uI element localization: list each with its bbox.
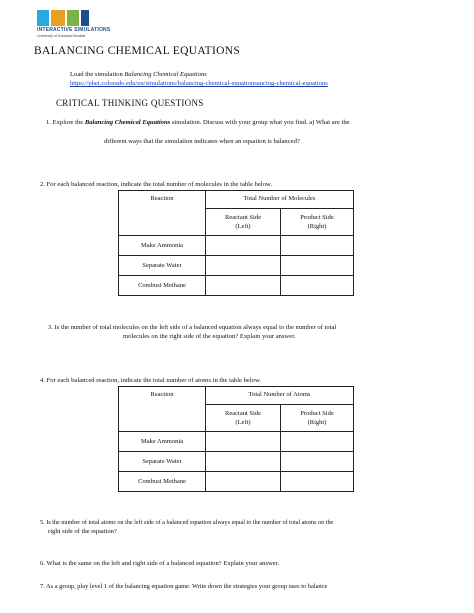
molecules-reactant-side: (Left): [235, 223, 251, 230]
row-label: Combust Methane: [119, 276, 206, 296]
q1-rest: simulation. Discuss with your group what you find. a) What are the: [170, 119, 350, 126]
molecules-table: [118, 190, 354, 296]
logo-subtitle: INTERACTIVE SIMULATIONS: [37, 27, 111, 33]
load-sim-name: Balancing Chemical Equations: [124, 71, 207, 78]
answer-cell[interactable]: [281, 256, 354, 276]
atoms-product-header: [281, 405, 354, 432]
question-1: [46, 119, 350, 126]
row-label: Separate Water: [119, 256, 206, 276]
question-5-line-2: right side of the equation?: [48, 528, 117, 535]
answer-cell[interactable]: [281, 432, 354, 452]
atoms-reactant-header: [206, 405, 281, 432]
logo-block-blue: [37, 10, 49, 26]
atoms-reaction-header: Reaction: [119, 387, 206, 432]
question-1-line-2: different ways that the simulation indicates when an equation is balanced?: [104, 138, 300, 145]
answer-cell[interactable]: [206, 452, 281, 472]
logo-block-navy: [81, 10, 89, 26]
page-title: BALANCING CHEMICAL EQUATIONS: [34, 45, 241, 57]
logo-block-orange: [51, 10, 65, 26]
logo-block-green: [67, 10, 79, 26]
question-4: 4. For each balanced reaction, indicate the total number of atoms in the table below.: [40, 377, 261, 384]
q1-sim-name: Balancing Chemical Equations: [84, 119, 171, 126]
molecules-total-header: Total Number of Molecules: [206, 191, 354, 209]
molecules-reaction-header: Reaction: [119, 191, 206, 236]
molecules-reactant-label: Reactant Side: [225, 213, 261, 221]
answer-cell[interactable]: [281, 452, 354, 472]
molecules-reactant-header: [206, 209, 281, 236]
table-row: [119, 432, 354, 452]
phet-logo-mark: [37, 10, 127, 26]
answer-cell[interactable]: [281, 472, 354, 492]
q1-prefix: 1. Explore the: [46, 119, 85, 126]
logo-university: University of Colorado Boulder: [37, 34, 86, 38]
atoms-table: [118, 386, 354, 492]
atoms-reactant-label: Reactant Side: [225, 409, 261, 417]
question-6: 6. What is the same on the left and right side of a balanced equation? Explain your answer.: [40, 560, 280, 567]
answer-cell[interactable]: [281, 276, 354, 296]
atoms-total-header: Total Number of Atoms: [206, 387, 354, 405]
table-row: [119, 256, 354, 276]
answer-cell[interactable]: [206, 432, 281, 452]
table-row: [119, 276, 354, 296]
question-3-line-2: molecules on the right side of the equation? Explain your answer.: [123, 333, 296, 340]
table-row: [119, 472, 354, 492]
molecules-product-label: Product Side: [300, 213, 334, 221]
row-label: Make Ammonia: [119, 432, 206, 452]
question-2: 2. For each balanced reaction, indicate the total number of molecules in the table below.: [40, 181, 272, 188]
question-7: 7. As a group, play level 1 of the balancing equation game. Write down the strategies your group uses to balance: [40, 583, 328, 590]
question-5: 5. Is the number of total atoms on the left side of a balanced equation always equal to the number of total atoms on the: [40, 519, 334, 526]
question-3: 3. Is the number of total molecules on the left side of a balanced equation always equal to the number of total: [48, 324, 337, 331]
molecules-product-side: (Right): [307, 223, 327, 230]
answer-cell[interactable]: [206, 236, 281, 256]
simulation-link[interactable]: https://phet.colorado.edu/en/simulations/balancing-chemical-equationsancing-chemical-equations: [70, 80, 328, 87]
table-row: [119, 452, 354, 472]
atoms-product-side: (Right): [307, 419, 327, 426]
row-label: Make Ammonia: [119, 236, 206, 256]
answer-cell[interactable]: [206, 276, 281, 296]
answer-cell[interactable]: [206, 256, 281, 276]
phet-logo: [37, 10, 127, 40]
answer-cell[interactable]: [206, 472, 281, 492]
row-label: Separate Water: [119, 452, 206, 472]
atoms-reactant-side: (Left): [235, 419, 251, 426]
row-label: Combust Methane: [119, 472, 206, 492]
answer-cell[interactable]: [281, 236, 354, 256]
table-row: [119, 236, 354, 256]
load-prefix: Load the simulation: [70, 71, 125, 78]
molecules-product-header: [281, 209, 354, 236]
load-instruction: [70, 71, 207, 78]
section-title: CRITICAL THINKING QUESTIONS: [56, 98, 204, 108]
atoms-product-label: Product Side: [300, 409, 334, 417]
